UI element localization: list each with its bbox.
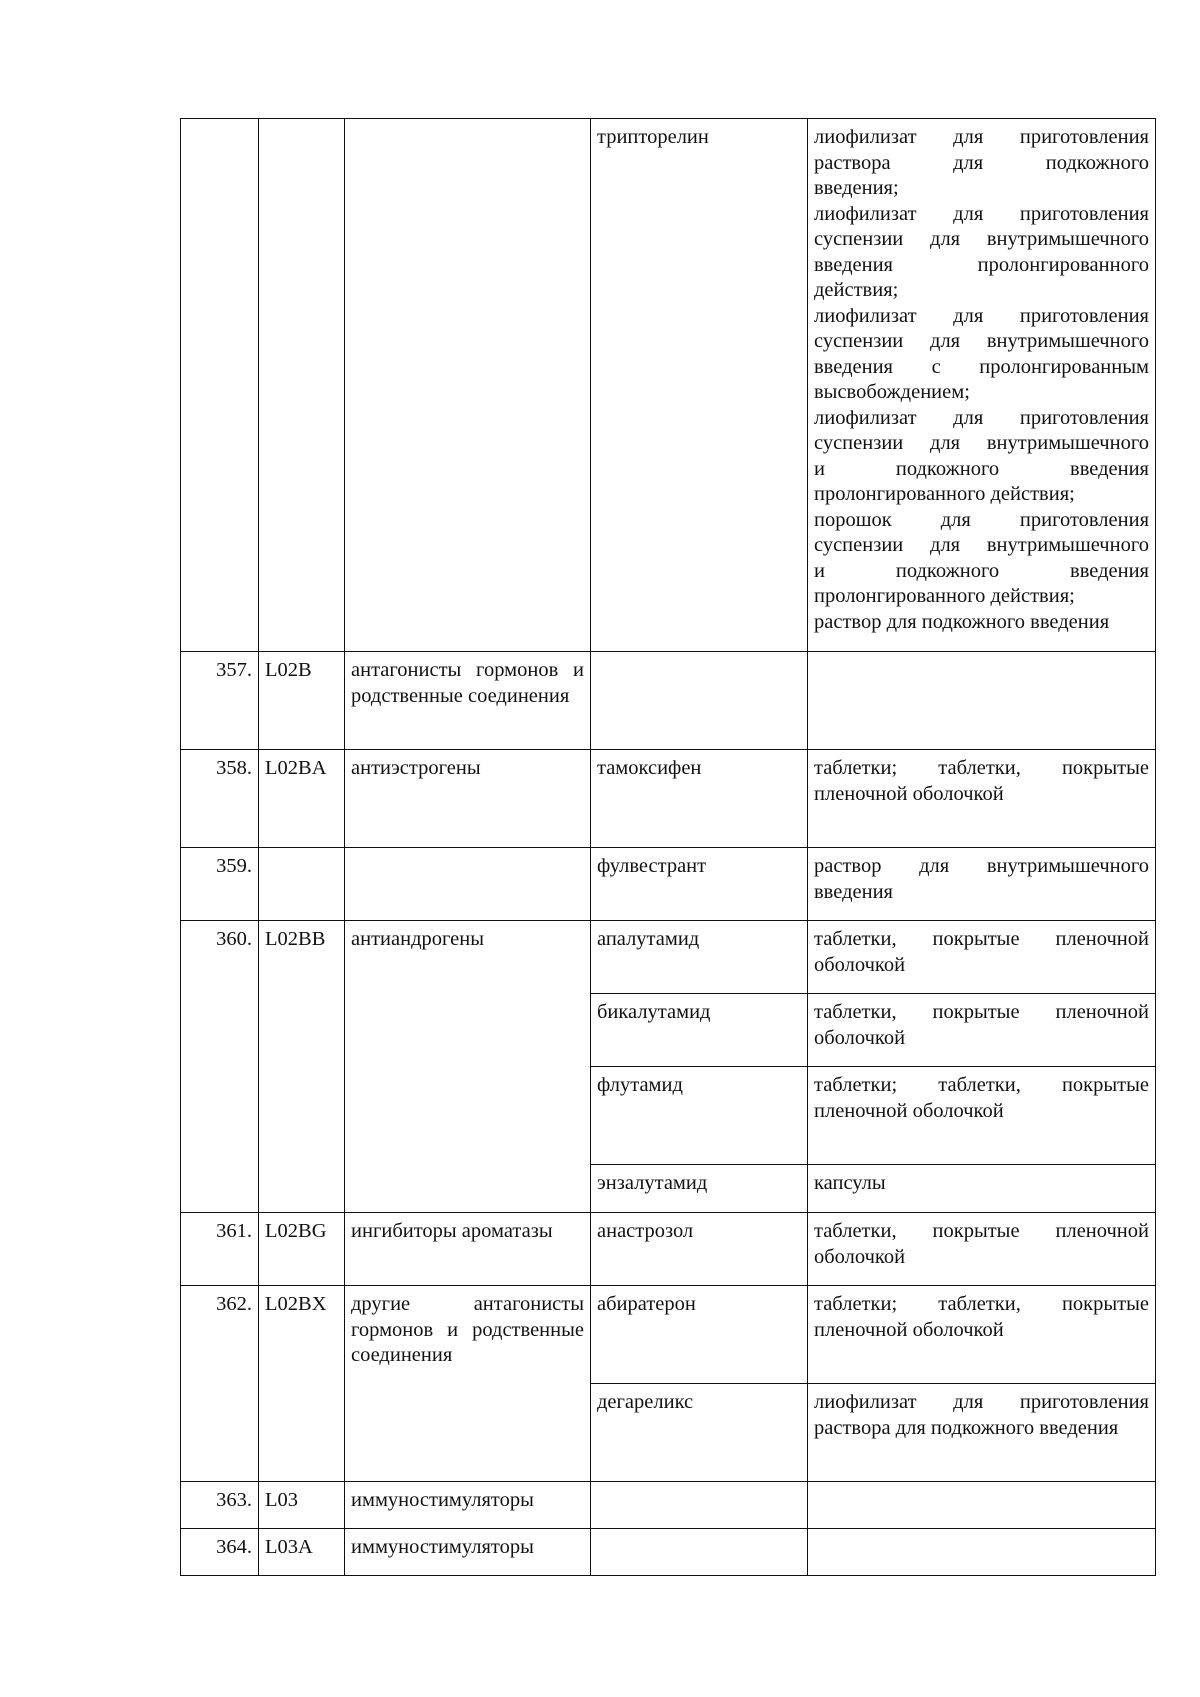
dosage-forms-cell bbox=[808, 1529, 1156, 1576]
group-cell: антиандрогены bbox=[345, 921, 591, 1213]
row-number-cell: 364. bbox=[181, 1529, 259, 1576]
drug-cell: абиратерон bbox=[591, 1286, 808, 1384]
dosage-form-line: лиофилизат для приготовления bbox=[814, 126, 1149, 148]
atc-code-cell bbox=[259, 848, 345, 921]
dosage-form-line: пролонгированного действия; bbox=[814, 585, 1075, 607]
drug-cell: фулвестрант bbox=[591, 848, 808, 921]
group-cell: другие антагонисты гормонов и родственные соединения bbox=[345, 1286, 591, 1482]
dosage-form-line: раствор для подкожного введения bbox=[814, 610, 1110, 633]
dosage-forms-cell: раствор для внутримышечного введения bbox=[808, 848, 1156, 921]
dosage-form-line: суспензии для внутримышечного bbox=[814, 330, 1149, 352]
group-cell: антагонисты гормонов и родственные соединения bbox=[345, 652, 591, 750]
dosage-forms-cell: таблетки, покрытые пленочной оболочкой bbox=[808, 1213, 1156, 1286]
atc-code-cell: L02BX bbox=[259, 1286, 345, 1482]
group-cell bbox=[345, 119, 591, 652]
dosage-forms-cell bbox=[808, 119, 1156, 652]
dosage-form-line: порошок для приготовления bbox=[814, 508, 1149, 531]
dosage-form-line: раствора для подкожного bbox=[814, 151, 1149, 174]
dosage-form-line: суспензии для внутримышечного bbox=[814, 228, 1149, 250]
drug-cell bbox=[591, 1529, 808, 1576]
row-number-cell: 363. bbox=[181, 1482, 259, 1529]
dosage-form-line: введения с пролонгированным bbox=[814, 355, 1149, 378]
dosage-forms-cell: капсулы bbox=[808, 1165, 1156, 1213]
dosage-form-line: введения; bbox=[814, 177, 899, 199]
atc-code-cell: L03 bbox=[259, 1482, 345, 1529]
row-number-cell: 357. bbox=[181, 652, 259, 750]
dosage-forms-cell: таблетки; таблетки, покрытые пленочной оболочкой bbox=[808, 1067, 1156, 1165]
dosage-forms-cell: таблетки; таблетки, покрытые пленочной оболочкой bbox=[808, 1286, 1156, 1384]
dosage-form-line: и подкожного введения bbox=[814, 559, 1149, 582]
drug-cell: анастрозол bbox=[591, 1213, 808, 1286]
dosage-form-line: суспензии для внутримышечного bbox=[814, 534, 1149, 556]
table-row bbox=[181, 921, 1156, 994]
group-cell: иммуностимуляторы bbox=[345, 1529, 591, 1576]
dosage-form-line: суспензии для внутримышечного bbox=[814, 432, 1149, 454]
table-row bbox=[181, 1213, 1156, 1286]
row-number-cell: 359. bbox=[181, 848, 259, 921]
dosage-form-line: лиофилизат для приготовления bbox=[814, 202, 1149, 225]
dosage-forms-cell: таблетки, покрытые пленочной оболочкой bbox=[808, 994, 1156, 1067]
dosage-forms-cell: таблетки, покрытые пленочной оболочкой bbox=[808, 921, 1156, 994]
drug-cell: тамоксифен bbox=[591, 750, 808, 848]
row-number-cell: 361. bbox=[181, 1213, 259, 1286]
row-number-cell: 362. bbox=[181, 1286, 259, 1482]
atc-code-cell: L02BA bbox=[259, 750, 345, 848]
row-number-cell: 358. bbox=[181, 750, 259, 848]
drug-cell bbox=[591, 652, 808, 750]
dosage-form-line: введения пролонгированного bbox=[814, 253, 1149, 276]
drug-list-table bbox=[180, 118, 1156, 1576]
drug-cell: дегареликс bbox=[591, 1384, 808, 1482]
dosage-form-line: лиофилизат для приготовления bbox=[814, 304, 1149, 327]
group-cell: иммуностимуляторы bbox=[345, 1482, 591, 1529]
atc-code-cell bbox=[259, 119, 345, 652]
drug-cell: флутамид bbox=[591, 1067, 808, 1165]
table-row bbox=[181, 1286, 1156, 1384]
row-number-cell bbox=[181, 119, 259, 652]
table-row bbox=[181, 1482, 1156, 1529]
table-row bbox=[181, 652, 1156, 750]
table-row bbox=[181, 119, 1156, 652]
dosage-forms-cell bbox=[808, 1482, 1156, 1529]
atc-code-cell: L02BB bbox=[259, 921, 345, 1213]
dosage-forms-cell: таблетки; таблетки, покрытые пленочной оболочкой bbox=[808, 750, 1156, 848]
drug-cell: энзалутамид bbox=[591, 1165, 808, 1213]
group-cell: антиэстрогены bbox=[345, 750, 591, 848]
dosage-form-line: пролонгированного действия; bbox=[814, 483, 1075, 505]
drug-cell: апалутамид bbox=[591, 921, 808, 994]
table-row bbox=[181, 1529, 1156, 1576]
dosage-form-line: высвобождением; bbox=[814, 381, 970, 403]
atc-code-cell: L03A bbox=[259, 1529, 345, 1576]
drug-cell bbox=[591, 1482, 808, 1529]
dosage-form-line: действия; bbox=[814, 279, 899, 301]
dosage-forms-cell bbox=[808, 652, 1156, 750]
group-cell bbox=[345, 848, 591, 921]
row-number-cell: 360. bbox=[181, 921, 259, 1213]
drug-cell: трипторелин bbox=[591, 119, 808, 652]
dosage-form-line: и подкожного введения bbox=[814, 457, 1149, 480]
dosage-form-line: лиофилизат для приготовления bbox=[814, 406, 1149, 429]
drug-cell: бикалутамид bbox=[591, 994, 808, 1067]
atc-code-cell: L02B bbox=[259, 652, 345, 750]
table-row bbox=[181, 848, 1156, 921]
table-row bbox=[181, 750, 1156, 848]
atc-code-cell: L02BG bbox=[259, 1213, 345, 1286]
dosage-forms-cell: лиофилизат для приготовления раствора для подкожного введения bbox=[808, 1384, 1156, 1482]
group-cell: ингибиторы ароматазы bbox=[345, 1213, 591, 1286]
